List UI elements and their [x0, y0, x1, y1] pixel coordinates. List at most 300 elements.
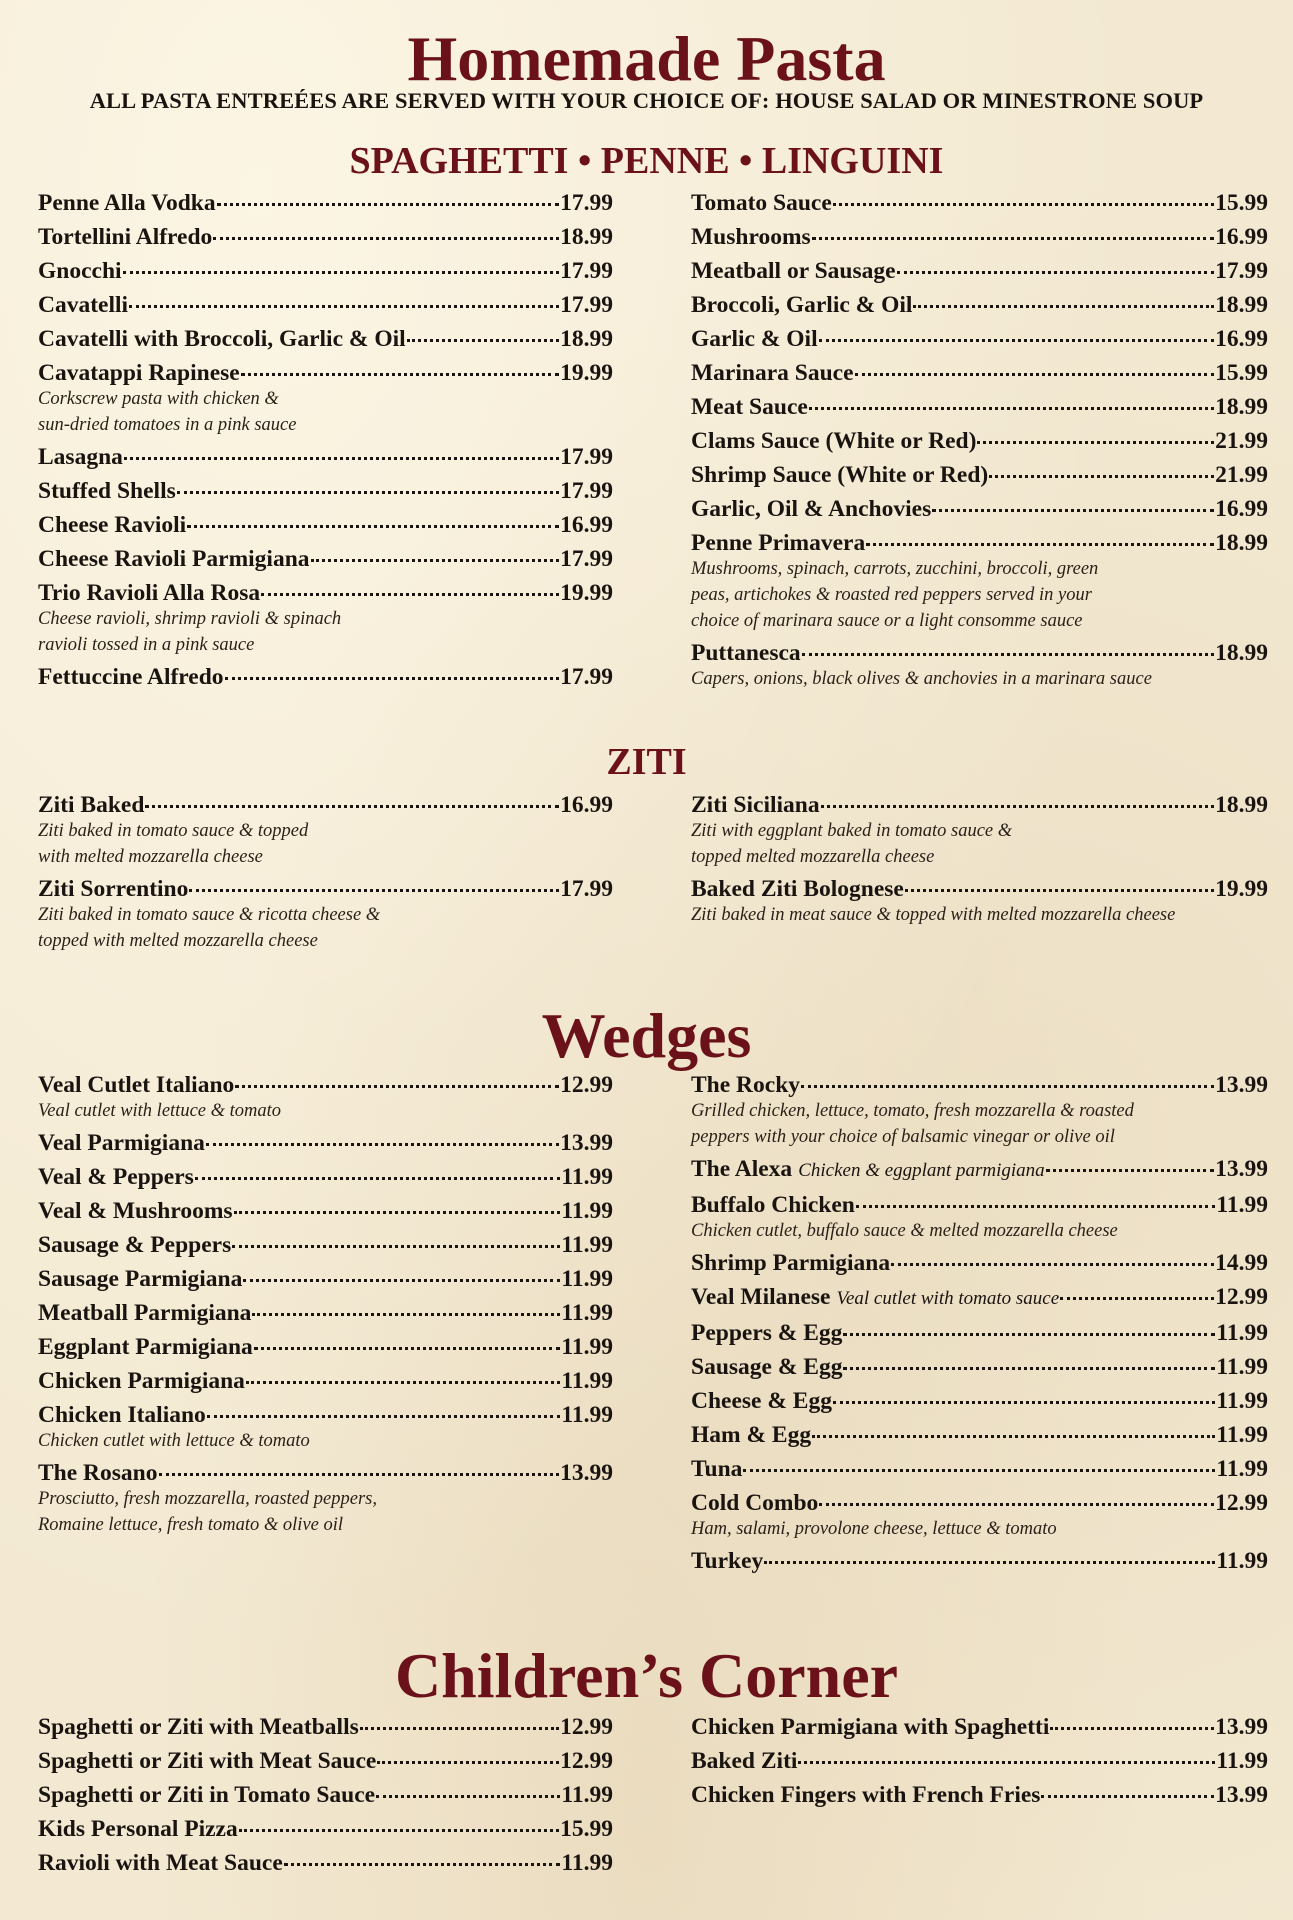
menu-item-price: 14.99 [1215, 1250, 1268, 1276]
dot-leader [932, 509, 1214, 512]
menu-item-name: Baked Ziti Bolognese [691, 876, 904, 902]
menu-item [38, 788, 613, 870]
menu-item-row [691, 1316, 1268, 1350]
menu-item-name: Fettuccine Alfredo [38, 664, 224, 690]
menu-item-row [691, 1152, 1268, 1188]
menu-item [38, 1710, 613, 1744]
wedges-right-column [691, 1068, 1268, 1578]
dot-leader [821, 805, 1215, 808]
menu-item-price: 15.99 [1215, 360, 1268, 386]
menu-item-row [691, 322, 1268, 356]
menu-item-row [38, 1330, 613, 1364]
menu-item-price: 18.99 [560, 326, 613, 352]
menu-item-price: 12.99 [560, 1714, 613, 1740]
menu-item-price: 11.99 [1216, 1748, 1268, 1774]
menu-item-row [38, 1160, 613, 1194]
menu-item-name: Tortellini Alfredo [38, 224, 213, 250]
menu-item-price: 11.99 [561, 1164, 613, 1190]
dot-leader [891, 1263, 1214, 1266]
menu-item-description: Veal cutlet with lettuce & tomato [38, 1101, 282, 1121]
menu-item-name: Cavatelli [38, 292, 129, 318]
menu-item [38, 186, 613, 220]
menu-item-row [38, 440, 613, 474]
menu-item-row [691, 254, 1268, 288]
menu-item-price: 13.99 [560, 1460, 613, 1486]
pasta-left-column [38, 186, 613, 694]
dot-leader [407, 339, 559, 342]
menu-item [691, 492, 1268, 526]
menu-item-name: Spaghetti or Ziti with Meat Sauce [38, 1748, 377, 1774]
menu-item-price: 16.99 [1215, 224, 1268, 250]
menu-item-name: Marinara Sauce [691, 360, 854, 386]
wedges-title: Wedges [541, 1000, 752, 1071]
menu-item-description: Ham, salami, provolone cheese, lettuce & tomato [691, 1519, 1057, 1539]
menu-item-name: Mushrooms [691, 224, 811, 250]
menu-item-price: 17.99 [560, 478, 613, 504]
dot-leader [187, 525, 559, 528]
menu-item-name: Shrimp Sauce (White or Red) [691, 462, 989, 488]
dot-leader [232, 1245, 560, 1248]
dot-leader [1041, 1795, 1214, 1798]
menu-item-row [691, 1418, 1268, 1452]
menu-item-name: Garlic, Oil & Anchovies [691, 496, 932, 522]
menu-item-price: 19.99 [560, 360, 613, 386]
menu-item [38, 1330, 613, 1364]
menu-item-name: Buffalo Chicken [691, 1192, 855, 1218]
menu-item-name: Baked Ziti [691, 1748, 798, 1774]
dot-leader [856, 1205, 1216, 1208]
menu-item [38, 660, 613, 694]
menu-item-row [38, 1456, 613, 1490]
menu-item-name: Cheese & Egg [691, 1388, 832, 1414]
menu-item-price: 13.99 [1215, 1714, 1268, 1740]
menu-item-name: Peppers & Egg [691, 1320, 843, 1346]
menu-item-price: 11.99 [1216, 1456, 1268, 1482]
menu-item [691, 788, 1268, 870]
menu-item-price: 17.99 [560, 664, 613, 690]
dot-leader [764, 1561, 1215, 1564]
menu-item-price: 15.99 [1215, 190, 1268, 216]
menu-item [38, 220, 613, 254]
menu-item-price: 11.99 [561, 1232, 613, 1258]
menu-item-price: 18.99 [1215, 292, 1268, 318]
menu-item [38, 1160, 613, 1194]
menu-item-price: 13.99 [1215, 1072, 1268, 1098]
menu-item-name: Trio Ravioli Alla Rosa [38, 580, 261, 606]
menu-item [38, 356, 613, 438]
menu-item-name: Cold Combo [691, 1490, 819, 1516]
menu-item [691, 1350, 1268, 1384]
dot-leader [812, 1435, 1215, 1438]
menu-item-name: Spaghetti or Ziti with Meatballs [38, 1714, 359, 1740]
menu-item-price: 17.99 [1215, 258, 1268, 284]
menu-item-name: Cheese Ravioli [38, 512, 187, 538]
menu-item-row [38, 1744, 613, 1778]
menu-item-price: 11.99 [561, 1782, 613, 1808]
menu-item-price: 21.99 [1215, 462, 1268, 488]
menu-item-row [38, 356, 613, 390]
menu-item [38, 1364, 613, 1398]
menu-item-row [691, 458, 1268, 492]
menu-item-price: 11.99 [561, 1368, 613, 1394]
menu-item-name: The Rocky [691, 1072, 801, 1098]
menu-item-price: 11.99 [561, 1334, 613, 1360]
menu-item-name: Meatball Parmigiana [38, 1300, 252, 1326]
dot-leader [252, 1313, 560, 1316]
menu-item-row [38, 1364, 613, 1398]
menu-item [691, 1246, 1268, 1280]
menu-item-description: Cheese ravioli, shrimp ravioli & spinach ravioli tossed in a pink sauce [38, 609, 342, 655]
wedges-left-column [38, 1068, 613, 1540]
menu-item-row [38, 1228, 613, 1262]
menu-item [691, 1452, 1268, 1486]
menu-item [691, 1152, 1268, 1188]
menu-item-price: 16.99 [1215, 326, 1268, 352]
dot-leader [843, 1333, 1215, 1336]
kids-left-column [38, 1710, 613, 1880]
dot-leader [123, 271, 560, 274]
dot-leader [234, 1211, 561, 1214]
menu-item-row [38, 576, 613, 610]
menu-item-price: 13.99 [1215, 1156, 1268, 1182]
menu-item [38, 254, 613, 288]
dot-leader [145, 805, 559, 808]
menu-item-price: 11.99 [1216, 1548, 1268, 1574]
menu-item-price: 21.99 [1215, 428, 1268, 454]
menu-item-row [38, 1194, 613, 1228]
menu-item [691, 1188, 1268, 1244]
dot-leader [235, 1085, 559, 1088]
menu-item-price: 11.99 [1216, 1388, 1268, 1414]
dot-leader [743, 1469, 1215, 1472]
dot-leader [866, 543, 1214, 546]
menu-item-price: 17.99 [560, 292, 613, 318]
menu-item [38, 1846, 613, 1880]
menu-item [38, 1126, 613, 1160]
menu-item [691, 322, 1268, 356]
menu-item-price: 11.99 [1216, 1192, 1268, 1218]
menu-item-row [691, 1452, 1268, 1486]
menu-item-row [691, 526, 1268, 560]
dot-leader [843, 1367, 1215, 1370]
menu-item [38, 576, 613, 658]
menu-item [691, 636, 1268, 692]
menu-item [691, 254, 1268, 288]
ziti-left-column [38, 788, 613, 956]
menu-item [38, 1068, 613, 1124]
menu-item-name: Chicken Fingers with French Fries [691, 1782, 1041, 1808]
dot-leader [189, 889, 559, 892]
menu-item [691, 288, 1268, 322]
menu-item-row [38, 1710, 613, 1744]
menu-item-row [38, 1778, 613, 1812]
menu-item-name: Ziti Baked [38, 792, 145, 818]
menu-item-row [38, 660, 613, 694]
menu-item [691, 186, 1268, 220]
menu-item [691, 1544, 1268, 1578]
menu-item-row [691, 492, 1268, 526]
menu-item [38, 1812, 613, 1846]
menu-item-row [38, 1296, 613, 1330]
menu-item-name: Veal Milanese [691, 1284, 831, 1310]
dot-leader [855, 373, 1215, 376]
menu-item-description: Corkscrew pasta with chicken & sun-dried tomatoes in a pink sauce [38, 389, 297, 435]
menu-item-name: Sausage & Egg [691, 1354, 843, 1380]
menu-item-row [38, 1068, 613, 1102]
menu-item-row [38, 1812, 613, 1846]
menu-item-description: Capers, onions, black olives & anchovies in a marinara sauce [691, 669, 1152, 689]
menu-item [38, 440, 613, 474]
dot-leader [1060, 1297, 1214, 1300]
dot-leader [897, 271, 1215, 274]
menu-item-name: The Rosano [38, 1460, 158, 1486]
dot-leader [177, 491, 559, 494]
menu-item-description: Chicken cutlet with lettuce & tomato [38, 1431, 310, 1451]
menu-item-row [691, 1384, 1268, 1418]
dot-leader [207, 1415, 561, 1418]
menu-item-name: Spaghetti or Ziti in Tomato Sauce [38, 1782, 376, 1808]
menu-item-row [38, 508, 613, 542]
menu-item [691, 1068, 1268, 1150]
dot-leader [243, 1279, 560, 1282]
dot-leader [217, 203, 560, 206]
dot-leader [905, 889, 1214, 892]
menu-item-row [691, 1068, 1268, 1102]
menu-item-price: 16.99 [560, 792, 613, 818]
menu-item-row [38, 542, 613, 576]
dot-leader [819, 339, 1215, 342]
dot-leader [261, 593, 559, 596]
menu-item-name: Ravioli with Meat Sauce [38, 1850, 283, 1876]
menu-item [691, 390, 1268, 424]
menu-item-row [691, 1744, 1268, 1778]
menu-item-description: Grilled chicken, lettuce, tomato, fresh mozzarella & roasted peppers with your choice of balsamic vinegar or olive oil [691, 1101, 1134, 1147]
menu-item [691, 424, 1268, 458]
menu-item-inline-description: Veal cutlet with tomato sauce [836, 1288, 1060, 1309]
menu-item [38, 1744, 613, 1778]
menu-item [691, 1486, 1268, 1542]
menu-item-name: Ziti Siciliana [691, 792, 820, 818]
menu-item-row [691, 424, 1268, 458]
menu-item-price: 12.99 [1215, 1284, 1268, 1310]
menu-item-row [691, 1486, 1268, 1520]
dot-leader [254, 1347, 561, 1350]
menu-item-price: 11.99 [561, 1850, 613, 1876]
menu-item-price: 11.99 [1216, 1320, 1268, 1346]
menu-item-row [691, 288, 1268, 322]
dot-leader [206, 1143, 559, 1146]
menu-item-name: Meat Sauce [691, 394, 808, 420]
menu-item-price: 18.99 [1215, 792, 1268, 818]
menu-item-row [691, 220, 1268, 254]
menu-item-row [691, 788, 1268, 822]
dot-leader [819, 1503, 1214, 1506]
menu-item-row [38, 288, 613, 322]
dot-leader [833, 203, 1214, 206]
menu-item-description: Ziti baked in tomato sauce & ricotta cheese & topped with melted mozzarella cheese [38, 905, 381, 951]
menu-item-name: Chicken Italiano [38, 1402, 206, 1428]
menu-item-name: Ham & Egg [691, 1422, 812, 1448]
menu-item-description: Chicken cutlet, buffalo sauce & melted mozzarella cheese [691, 1221, 1118, 1241]
menu-item-row [691, 1350, 1268, 1384]
menu-item [38, 1296, 613, 1330]
menu-item-price: 11.99 [561, 1198, 613, 1224]
menu-item [38, 1262, 613, 1296]
menu-item-row [691, 1710, 1268, 1744]
menu-item [691, 1778, 1268, 1812]
dot-leader [311, 559, 560, 562]
menu-item-price: 17.99 [560, 190, 613, 216]
menu-item-price: 17.99 [560, 258, 613, 284]
menu-item-price: 11.99 [561, 1402, 613, 1428]
dot-leader [812, 237, 1214, 240]
menu-item-description: Ziti baked in meat sauce & topped with melted mozzarella cheese [691, 905, 1176, 925]
menu-item-name: Lasagna [38, 444, 123, 470]
menu-item-row [691, 1188, 1268, 1222]
menu-item [691, 220, 1268, 254]
menu-item-price: 15.99 [560, 1816, 613, 1842]
menu-item-name: Cavatappi Rapinese [38, 360, 240, 386]
menu-item-name: Ziti Sorrentino [38, 876, 189, 902]
menu-item-name: Cavatelli with Broccoli, Garlic & Oil [38, 326, 406, 352]
menu-item-row [38, 1846, 613, 1880]
menu-item-name: Penne Primavera [691, 530, 866, 556]
menu-item-name: Penne Alla Vodka [38, 190, 216, 216]
dot-leader [809, 407, 1214, 410]
dot-leader [989, 475, 1214, 478]
menu-item-row [691, 1280, 1268, 1316]
menu-item-price: 17.99 [560, 546, 613, 572]
menu-item-name: Cheese Ravioli Parmigiana [38, 546, 310, 572]
menu-item-row [38, 220, 613, 254]
menu-item [38, 288, 613, 322]
menu-item-price: 18.99 [1215, 394, 1268, 420]
menu-item-name: Veal Cutlet Italiano [38, 1072, 235, 1098]
menu-item-price: 11.99 [1216, 1422, 1268, 1448]
menu-item-row [691, 1778, 1268, 1812]
menu-item-price: 17.99 [560, 876, 613, 902]
menu-item-name: Puttanesca [691, 640, 801, 666]
menu-item-row [38, 186, 613, 220]
dot-leader [1050, 1727, 1214, 1730]
menu-item-price: 11.99 [561, 1300, 613, 1326]
menu-item-name: Veal Parmigiana [38, 1130, 205, 1156]
menu-item-row [691, 186, 1268, 220]
menu-item-row [38, 788, 613, 822]
dot-leader [159, 1473, 560, 1476]
menu-item-price: 12.99 [1215, 1490, 1268, 1516]
menu-item-name: Eggplant Parmigiana [38, 1334, 253, 1360]
dot-leader [798, 1761, 1215, 1764]
dot-leader [239, 1829, 559, 1832]
menu-item [691, 1710, 1268, 1744]
menu-item-row [38, 1262, 613, 1296]
menu-item [691, 1744, 1268, 1778]
menu-item-row [691, 1246, 1268, 1280]
menu-item-description: Ziti baked in tomato sauce & topped with melted mozzarella cheese [38, 821, 309, 867]
menu-item-row [38, 474, 613, 508]
menu-item [691, 872, 1268, 928]
dot-leader [360, 1727, 559, 1730]
menu-item [38, 872, 613, 954]
menu-item-name: Tuna [691, 1456, 743, 1482]
ziti-heading: ZITI [606, 741, 687, 783]
menu-item-price: 17.99 [560, 444, 613, 470]
dot-leader [284, 1863, 561, 1866]
menu-item-price: 12.99 [560, 1748, 613, 1774]
dot-leader [377, 1761, 559, 1764]
menu-item [38, 1228, 613, 1262]
menu-item [38, 474, 613, 508]
menu-item-name: The Alexa [691, 1156, 793, 1182]
menu-item-price: 16.99 [1215, 496, 1268, 522]
menu-item-row [38, 1398, 613, 1432]
dot-leader [376, 1795, 560, 1798]
menu-item [38, 1456, 613, 1538]
dot-leader [124, 457, 559, 460]
kids-right-column [691, 1710, 1268, 1812]
dot-leader [1046, 1169, 1214, 1172]
menu-item [38, 1194, 613, 1228]
menu-item-row [691, 1544, 1268, 1578]
menu-item-name: Veal & Peppers [38, 1164, 194, 1190]
menu-item-name: Broccoli, Garlic & Oil [691, 292, 913, 318]
menu-item-name: Gnocchi [38, 258, 122, 284]
menu-item [38, 542, 613, 576]
dot-leader [913, 305, 1214, 308]
menu-item-name: Veal & Mushrooms [38, 1198, 233, 1224]
menu-item-name: Chicken Parmigiana [38, 1368, 245, 1394]
menu-item-name: Tomato Sauce [691, 190, 832, 216]
pasta-heading: SPAGHETTI • PENNE • LINGUINI [349, 140, 944, 182]
dot-leader [241, 373, 559, 376]
dot-leader [977, 441, 1214, 444]
menu-item-price: 19.99 [1215, 876, 1268, 902]
menu-item [38, 322, 613, 356]
dot-leader [213, 237, 559, 240]
menu-item-name: Chicken Parmigiana with Spaghetti [691, 1714, 1050, 1740]
menu-item-price: 18.99 [1215, 530, 1268, 556]
menu-item-row [691, 356, 1268, 390]
menu-item-row [691, 872, 1268, 906]
kids-title: Children’s Corner [394, 1640, 899, 1711]
menu-item-price: 18.99 [1215, 640, 1268, 666]
dot-leader [225, 677, 560, 680]
menu-item-name: Clams Sauce (White or Red) [691, 428, 977, 454]
menu-item [691, 458, 1268, 492]
menu-item-description: Mushrooms, spinach, carrots, zucchini, broccoli, green peas, artichokes & roasted red peppers served in your choice of marinara sauce or a light consomme sauce [691, 559, 1099, 631]
menu-item-row [38, 322, 613, 356]
menu-item-name: Meatball or Sausage [691, 258, 896, 284]
menu-item [691, 1384, 1268, 1418]
pasta-title: Homemade Pasta [407, 23, 886, 94]
menu-item-row [38, 1126, 613, 1160]
menu-item-name: Kids Personal Pizza [38, 1816, 238, 1842]
menu-item-row [691, 636, 1268, 670]
menu-item [691, 1418, 1268, 1452]
menu-item [38, 1398, 613, 1454]
menu-item-name: Sausage Parmigiana [38, 1266, 243, 1292]
menu-item-description: Ziti with eggplant baked in tomato sauce & topped melted mozzarella cheese [691, 821, 1013, 867]
pasta-subtitle: ALL PASTA ENTREÉES ARE SERVED WITH YOUR CHOICE OF: HOUSE SALAD OR MINESTRONE SOUP [89, 88, 1204, 113]
dot-leader [833, 1401, 1215, 1404]
menu-item-name: Turkey [691, 1548, 764, 1574]
menu-item-price: 18.99 [560, 224, 613, 250]
menu-item [691, 1316, 1268, 1350]
menu-item-description: Prosciutto, fresh mozzarella, roasted peppers, Romaine lettuce, fresh tomato & olive oil [38, 1489, 377, 1535]
dot-leader [129, 305, 559, 308]
menu-item [38, 508, 613, 542]
